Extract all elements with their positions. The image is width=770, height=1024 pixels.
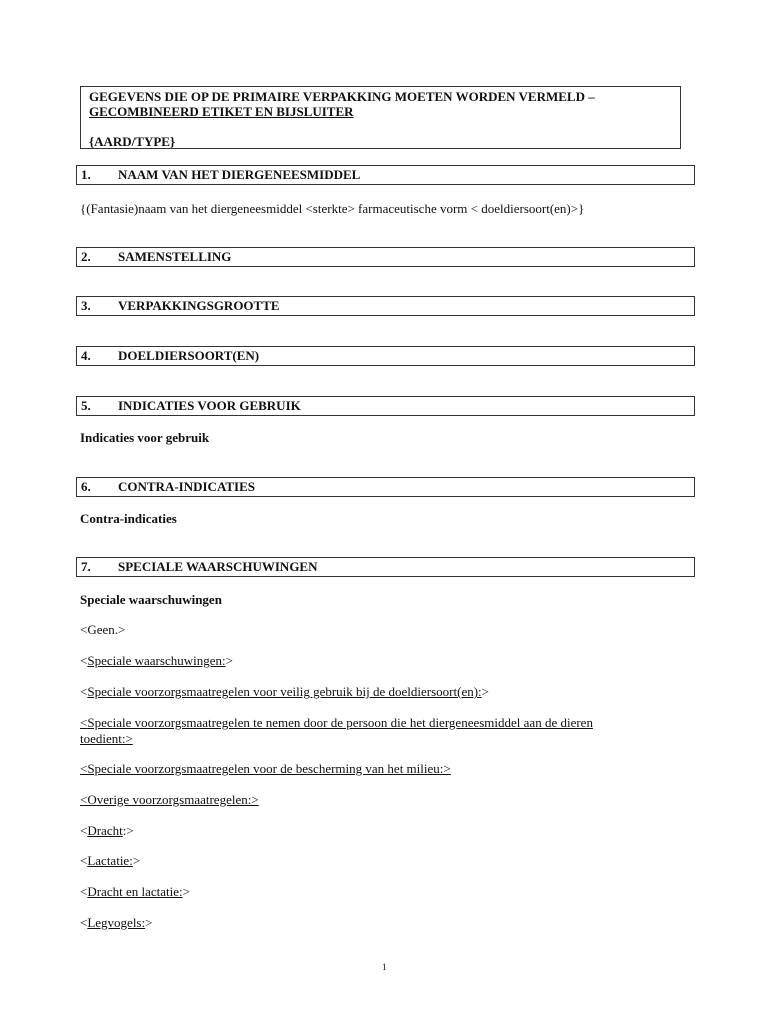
section-number: 3.: [81, 298, 91, 313]
warning-text: Lactatie:: [87, 853, 133, 868]
header-line-1: GEGEVENS DIE OP DE PRIMAIRE VERPAKKING MOETEN WORDEN VERMELD –: [89, 89, 595, 104]
indicaties-heading: Indicaties voor gebruik: [80, 430, 210, 445]
warning-text: Legvogels:: [87, 915, 146, 930]
warning-item-5: <Overige voorzorgsmaatregelen:>: [80, 792, 259, 807]
section-header-6: [76, 477, 695, 497]
section-title: CONTRA-INDICATIES: [118, 479, 256, 494]
section-title: DOELDIERSOORT(EN): [118, 348, 260, 363]
section-header-7: [76, 557, 695, 577]
document-header-box: [80, 86, 681, 149]
warning-item-3-line-2: toedient:>: [80, 731, 133, 746]
warning-item-8: <Dracht en lactatie:>: [80, 884, 190, 899]
section-number: 4.: [81, 348, 91, 363]
section-header-1: [76, 165, 695, 185]
warning-text-line-1: Speciale voorzorgsmaatregelen te nemen door de persoon die het diergeneesmiddel aan de dieren: [87, 715, 593, 730]
geen-line: <Geen.>: [80, 622, 126, 637]
warning-item-7: <Lactatie:>: [80, 853, 141, 868]
warning-item-1: <Speciale waarschuwingen:>: [80, 653, 233, 668]
warning-text: Dracht en lactatie:: [87, 884, 183, 899]
warning-text: Speciale voorzorgsmaatregelen voor veilig gebruik bij de doeldiersoort(en):: [87, 684, 482, 699]
section-number: 7.: [81, 559, 91, 574]
warning-item-4: <Speciale voorzorgsmaatregelen voor de bescherming van het milieu:>: [80, 761, 451, 776]
warning-item-9: <Legvogels:>: [80, 915, 153, 930]
section-number: 2.: [81, 249, 91, 264]
warning-text: Speciale waarschuwingen:: [87, 653, 226, 668]
section-header-2: [76, 247, 695, 267]
header-line-2: GECOMBINEERD ETIKET EN BIJSLUITER: [89, 104, 354, 119]
page-number: 1: [382, 962, 387, 972]
contra-indicaties-heading: Contra-indicaties: [80, 511, 177, 526]
section-title: SPECIALE WAARSCHUWINGEN: [118, 559, 318, 574]
section-header-3: [76, 296, 695, 316]
section-title: NAAM VAN HET DIERGENEESMIDDEL: [118, 167, 361, 182]
section-title: SAMENSTELLING: [118, 249, 232, 264]
section-number: 6.: [81, 479, 91, 494]
speciale-waarschuwingen-heading: Speciale waarschuwingen: [80, 592, 222, 607]
section-header-4: [76, 346, 695, 366]
product-name-line: {(Fantasie)naam van het diergeneesmiddel <sterkte> farmaceutische vorm < doeldiersoort(en)>}: [80, 201, 585, 216]
section-header-5: [76, 396, 695, 416]
warning-item-2: <Speciale voorzorgsmaatregelen voor veilig gebruik bij de doeldiersoort(en):>: [80, 684, 490, 699]
section-title: INDICATIES VOOR GEBRUIK: [118, 398, 301, 413]
section-number: 5.: [81, 398, 91, 413]
warning-item-3: <Speciale voorzorgsmaatregelen te nemen door de persoon die het diergeneesmiddel aan de dieren: [80, 715, 593, 730]
warning-item-6: <Dracht:>: [80, 823, 134, 838]
warning-text: Dracht: [87, 823, 123, 838]
header-type: {AARD/TYPE}: [89, 134, 176, 149]
section-number: 1.: [81, 167, 91, 182]
section-title: VERPAKKINGSGROOTTE: [118, 298, 280, 313]
